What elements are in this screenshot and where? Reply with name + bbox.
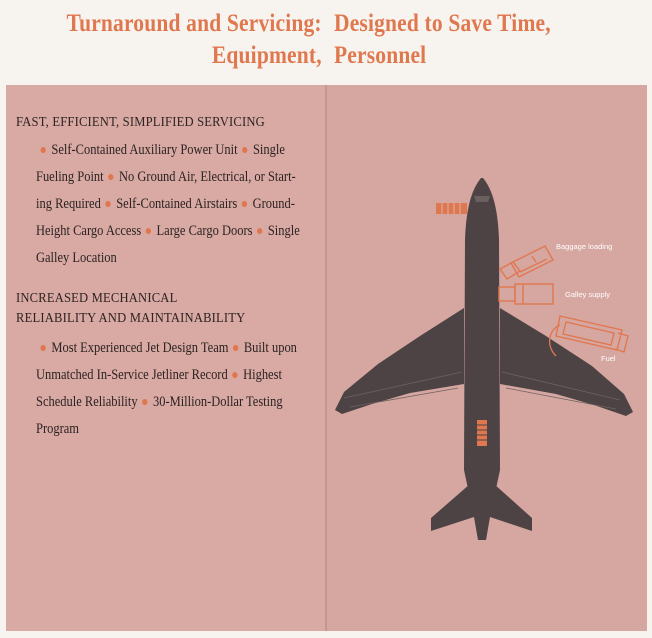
bullet-dot: ● bbox=[141, 395, 149, 410]
headline-left-line2: Equipment, bbox=[212, 42, 322, 69]
bullet-dot: ● bbox=[241, 143, 249, 158]
forward-airstairs bbox=[436, 203, 467, 214]
body-segment: Height Cargo Access bbox=[36, 223, 142, 239]
fuselage bbox=[464, 178, 500, 498]
bullet-dot: ● bbox=[39, 143, 47, 158]
bullet-dot: ● bbox=[232, 341, 240, 356]
body-segment: Built upon bbox=[243, 340, 297, 356]
body-segment: Galley Location bbox=[36, 250, 117, 266]
galley-supply-label: Galley supply bbox=[565, 290, 611, 299]
body-segment: Ground- bbox=[252, 196, 295, 212]
bullet-dot: ● bbox=[107, 170, 115, 185]
body-segment: ing Required bbox=[36, 196, 101, 212]
bullet-dot: ● bbox=[144, 224, 153, 239]
body-segment: Most Experienced Jet Design Team bbox=[51, 340, 229, 356]
section2-heading-line1: INCREASED MECHANICAL bbox=[16, 291, 178, 306]
bullet-dot: ● bbox=[256, 224, 264, 239]
body-segment: Single bbox=[252, 142, 285, 158]
body-segment: Fueling Point bbox=[36, 169, 104, 185]
bullet-dot: ● bbox=[231, 368, 239, 383]
bullet-dot: ● bbox=[104, 197, 112, 212]
body-segment: Large Cargo Doors bbox=[156, 223, 253, 239]
aft-airstairs bbox=[477, 420, 487, 446]
fuel-label: Fuel bbox=[601, 354, 616, 363]
body-segment: Self-Contained Airstairs bbox=[116, 196, 238, 212]
section2-heading-line2: RELIABILITY AND MAINTAINABILITY bbox=[16, 311, 246, 326]
bullet-dot: ● bbox=[240, 197, 249, 212]
body-segment: Highest bbox=[243, 367, 282, 383]
headline-right-line2: Personnel bbox=[334, 42, 427, 69]
body-segment: 30-Million-Dollar Testing bbox=[152, 394, 283, 410]
body-segment: Program bbox=[36, 421, 80, 437]
body-segment: No Ground Air, Electrical, or Start- bbox=[119, 169, 296, 185]
section1-heading: FAST, EFFICIENT, SIMPLIFIED SERVICING bbox=[16, 115, 265, 130]
body-segment: Schedule Reliability bbox=[36, 394, 138, 410]
baggage-loading-label: Baggage loading bbox=[556, 242, 613, 251]
body-segment: Self-Contained Auxiliary Power Unit bbox=[51, 142, 238, 158]
bullet-dot: ● bbox=[39, 341, 47, 356]
cockpit-window bbox=[474, 196, 490, 202]
headline-right-line1: Designed to Save Time, bbox=[334, 10, 551, 37]
body-segment: Single bbox=[267, 223, 300, 239]
galley-truck bbox=[499, 284, 553, 304]
baggage-loader bbox=[500, 246, 553, 279]
headline-left-line1: Turnaround and Servicing: bbox=[66, 10, 322, 37]
airplane-illustration bbox=[335, 178, 633, 540]
body-segment: Unmatched In-Service Jetliner Record bbox=[36, 367, 228, 383]
